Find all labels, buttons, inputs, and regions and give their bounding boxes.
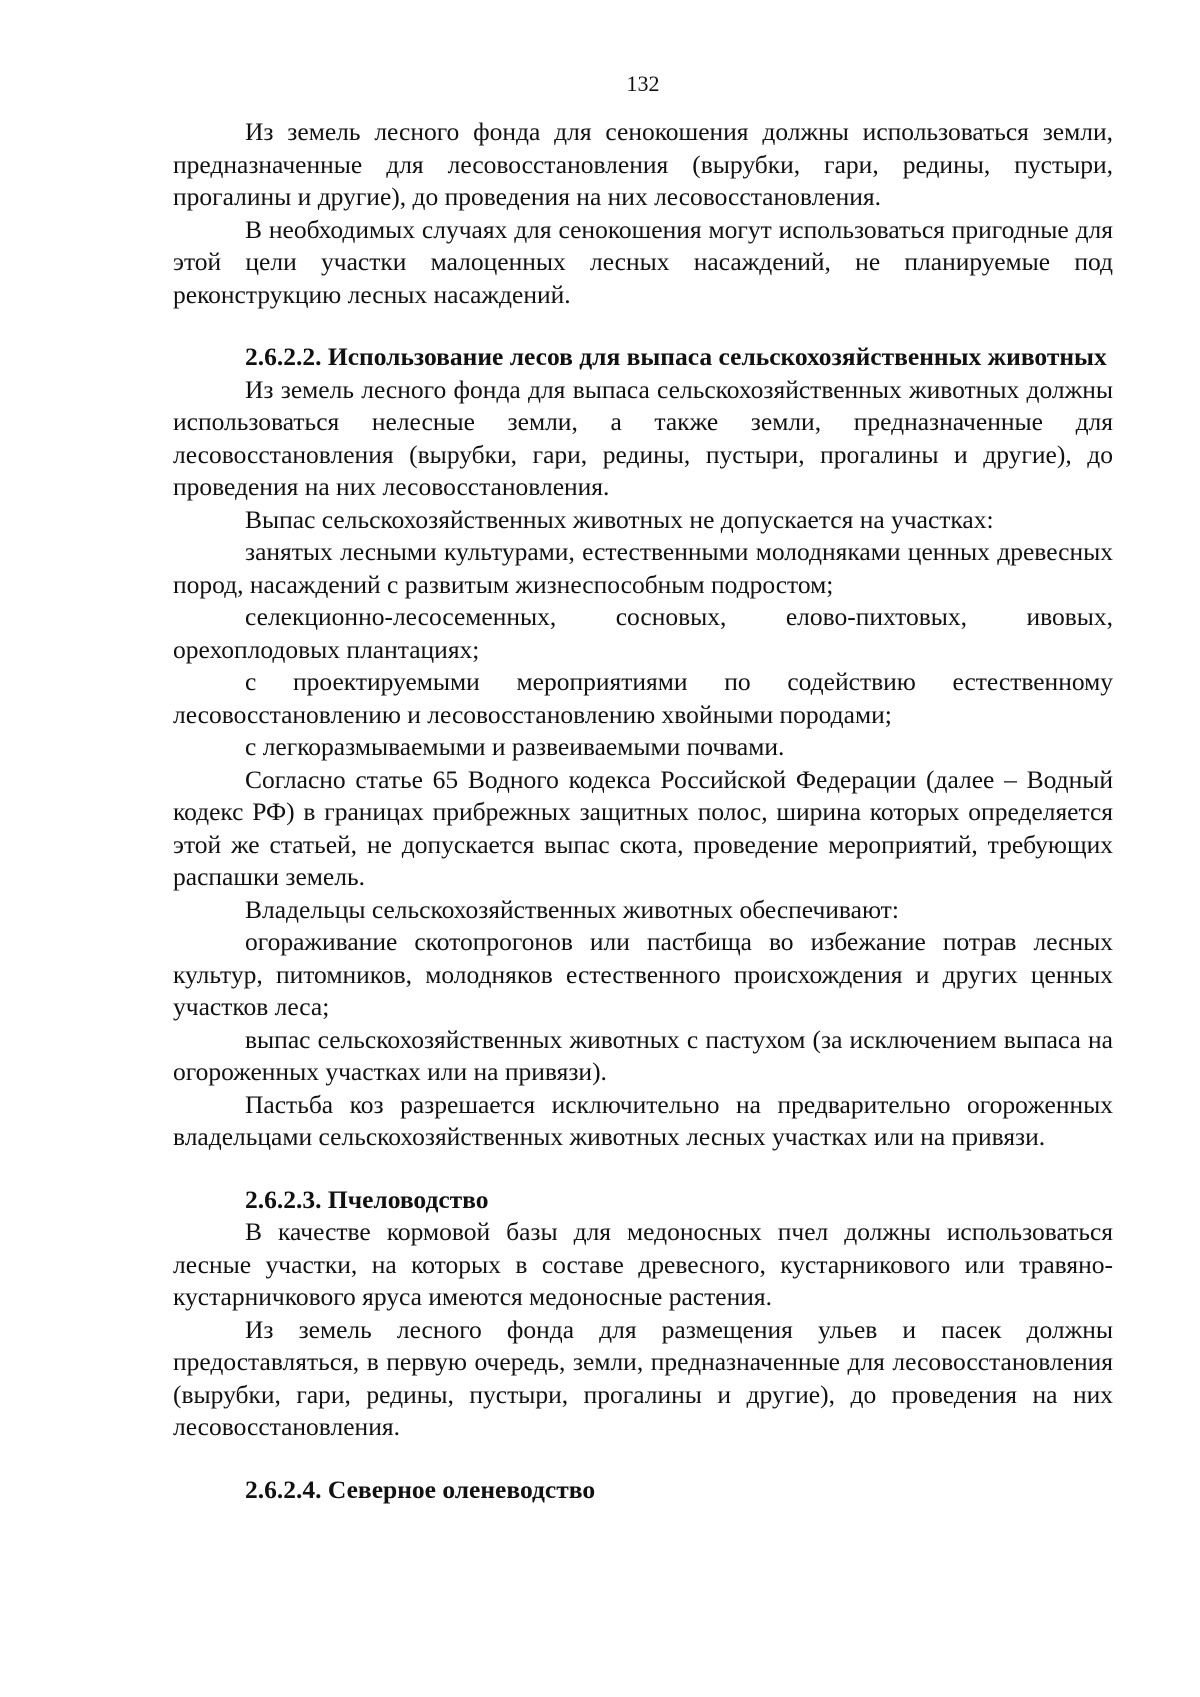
list-item-plantations: селекционно-лесосеменных, сосновых, елово-пихтовых, ивовых, орехоплодовых плантациях;: [173, 602, 1113, 664]
paragraph-apiary-lands: Из земель лесного фонда для размещения ульев и пасек должны предоставляться, в первую очередь, земли, предназначенные для лесовосстановления (вырубки, гари, редины, пустыри, прогалины и другие), до проведения на них лесовосстановления.: [173, 1314, 1113, 1441]
document-body: [173, 116, 1113, 1506]
list-item-herding: выпас сельскохозяйственных животных с пастухом (за исключением выпаса на огороженных участках или на привязи).: [173, 1024, 1113, 1086]
section-heading-beekeeping: 2.6.2.3. Пчеловодство: [245, 1184, 489, 1214]
paragraph-water-code: Согласно статье 65 Водного кодекса Российской Федерации (далее – Водный кодекс РФ) в границах прибрежных защитных полос, ширина которых определяется этой же статьей, не допускается выпас скота, проведение мероприятий, требующих распашки земель.: [173, 764, 1113, 891]
section-heading-reindeer: 2.6.2.4. Северное оленеводство: [245, 1474, 596, 1504]
paragraph-hay-lands: Из земель лесного фонда для сенокошения должны использоваться земли, предназначенные для лесовосстановления (вырубки, гари, редины, пустыри, прогалины и другие), до проведения на них лесовосстановления.: [173, 117, 1113, 211]
paragraph-goats: Пастьба коз разрешается исключительно на предварительно огороженных владельцами сельскохозяйственных животных лесных участках или на привязи.: [173, 1089, 1113, 1151]
list-item-reforestation-measures: с проектируемыми мероприятиями по содействию естественному лесовосстановлению и лесовосстановлению хвойными породами;: [173, 667, 1113, 729]
list-item-fencing: огораживание скотопрогонов или пастбища во избежание потрав лесных культур, питомников, молодняков естественного происхождения и других ценных участков леса;: [173, 927, 1113, 1021]
paragraph-hay-special-cases: В необходимых случаях для сенокошения могут использоваться пригодные для этой цели участки малоценных лесных насаждений, не планируемые под реконструкцию лесных насаждений.: [173, 214, 1113, 309]
paragraph-grazing-lands: Из земель лесного фонда для выпаса сельскохозяйственных животных должны использоваться нелесные земли, а также земли, предназначенные для лесовосстановления (вырубки, гари, редины, пустыри, прогалины и другие), до проведения на них лесовосстановления.: [173, 374, 1113, 501]
paragraph-grazing-prohibited-intro: Выпас сельскохозяйственных животных не допускается на участках:: [245, 504, 994, 534]
page-number: 132: [626, 71, 660, 96]
paragraph-bee-forage: В качестве кормовой базы для медоносных пчел должны использоваться лесные участки, на которых в составе древесного, кустарникового или травяно-кустарничкового яруса имеются медоносные растения.: [173, 1217, 1113, 1311]
section-heading-grazing: 2.6.2.2. Использование лесов для выпаса сельскохозяйственных животных: [245, 342, 1107, 371]
list-item-erodible-soils: с легкоразмываемыми и развеиваемыми почвами.: [245, 732, 785, 761]
paragraph-owners-provide: Владельцы сельскохозяйственных животных обеспечивают:: [245, 894, 899, 924]
list-item-forest-cultures: занятых лесными культурами, естественными молодняками ценных древесных пород, насаждений с развитым жизнеспособным подростом;: [173, 537, 1113, 599]
